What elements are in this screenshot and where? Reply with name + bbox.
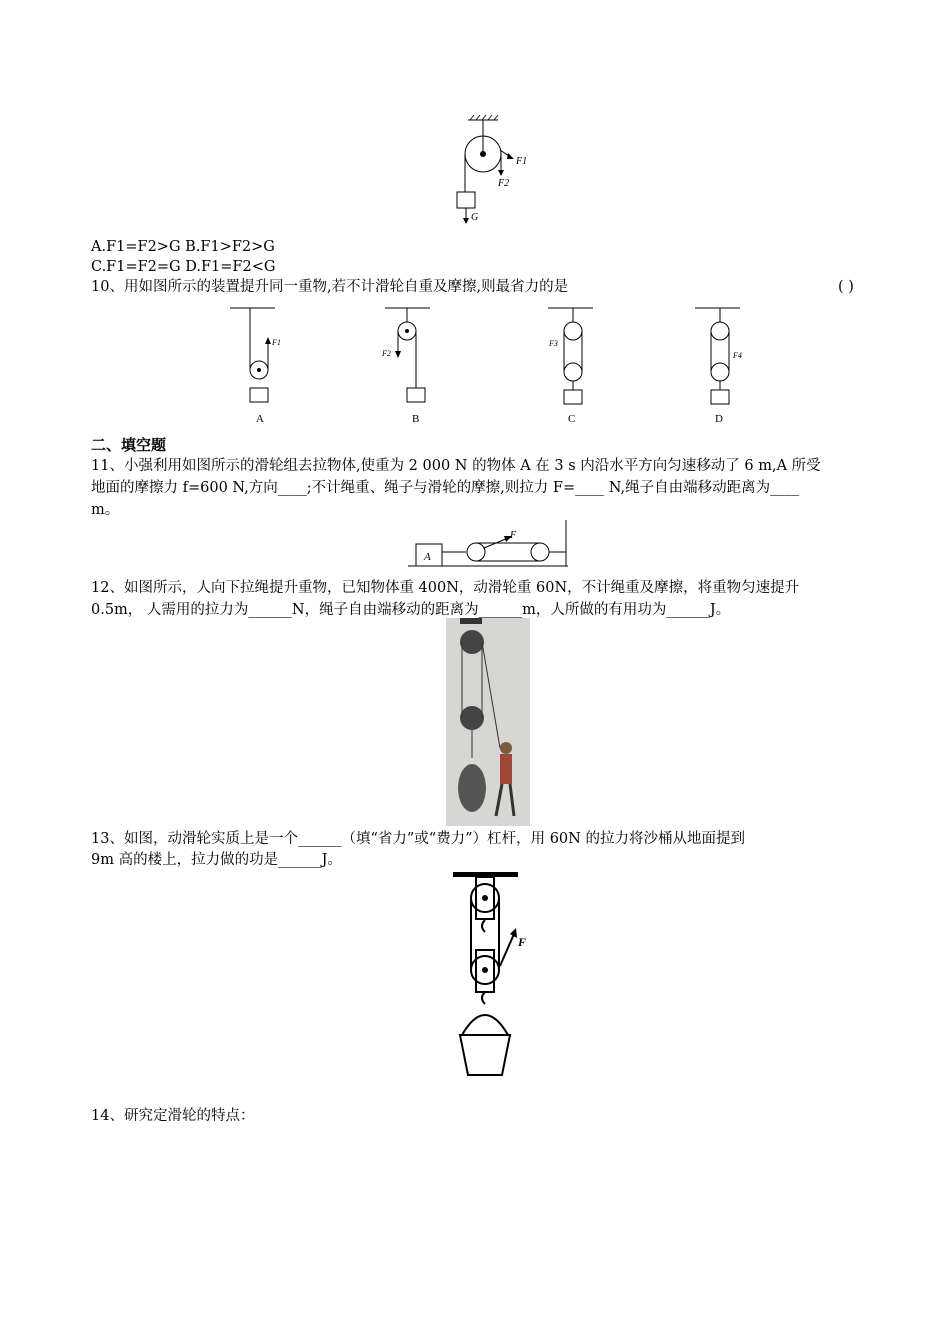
- figure-label-b: B: [412, 413, 420, 425]
- q11-line-2: 地面的摩擦力 f=600 N,方向____;不计绳重、绳子与滑轮的摩擦,则拉力 F=____ N,绳子自由端移动距离为____: [91, 480, 800, 496]
- q13-line-1: 13、如图，动滑轮实质上是一个______（填“省力”或“费力”）杠杆，用 60N 的拉力将沙桶从地面提到: [91, 831, 745, 847]
- q11-pulley-figure: [408, 516, 573, 571]
- q10-figure-b: [380, 300, 450, 428]
- section-title-fill-blank: 二、填空题: [91, 436, 167, 454]
- q10-figure-d: [685, 300, 755, 428]
- label-f: F: [510, 530, 517, 541]
- label-f4: F4: [733, 351, 742, 360]
- q9-fixed-pulley-figure: [450, 112, 540, 227]
- label-f2: F2: [382, 349, 391, 358]
- label-g: G: [471, 212, 479, 223]
- label-f1: F1: [272, 338, 281, 347]
- q12-line-1: 12、如图所示，人向下拉绳提升重物，已知物体重 400N，动滑轮重 60N，不计绳重及摩擦，将重物匀速提升: [91, 580, 800, 596]
- figure-label-c: C: [568, 413, 576, 425]
- q11-line-3: m。: [91, 502, 120, 518]
- label-f3: F3: [549, 339, 558, 348]
- figure-label-a: A: [256, 413, 264, 425]
- label-f: F: [518, 935, 527, 949]
- label-f2: F2: [498, 178, 510, 189]
- q12-person-pulling-photo: [446, 618, 530, 826]
- q13-line-2: 9m 高的楼上，拉力做的功是______J。: [91, 852, 342, 868]
- label-f1: F1: [516, 156, 528, 167]
- q12-line-2: 0.5m， 人需用的拉力为______N，绳子自由端移动的距离为______m，人所做的有用功为______J。: [91, 602, 731, 618]
- q13-pulley-bucket-figure: [448, 870, 538, 1078]
- q10-question: 10、用如图所示的装置提升同一重物,若不计滑轮自重及摩擦,则最省力的是: [91, 279, 569, 295]
- q10-figure-c: [538, 300, 608, 428]
- q14-question: 14、研究定滑轮的特点：: [91, 1108, 255, 1124]
- q11-line-1: 11、小强利用如图所示的滑轮组去拉物体,使重为 2 000 N 的物体 A 在 3 s 内沿水平方向匀速移动了 6 m,A 所受: [91, 458, 821, 474]
- q9-option-ab: A.F1=F2>G B.F1>F2>G: [91, 239, 275, 255]
- q9-option-cd: C.F1=F2=G D.F1=F2<G: [91, 259, 276, 275]
- figure-label-d: D: [715, 413, 723, 425]
- q10-answer-bracket[interactable]: ( ): [838, 279, 854, 295]
- block-a-label: A: [424, 551, 431, 563]
- q10-figure-a: [225, 300, 295, 428]
